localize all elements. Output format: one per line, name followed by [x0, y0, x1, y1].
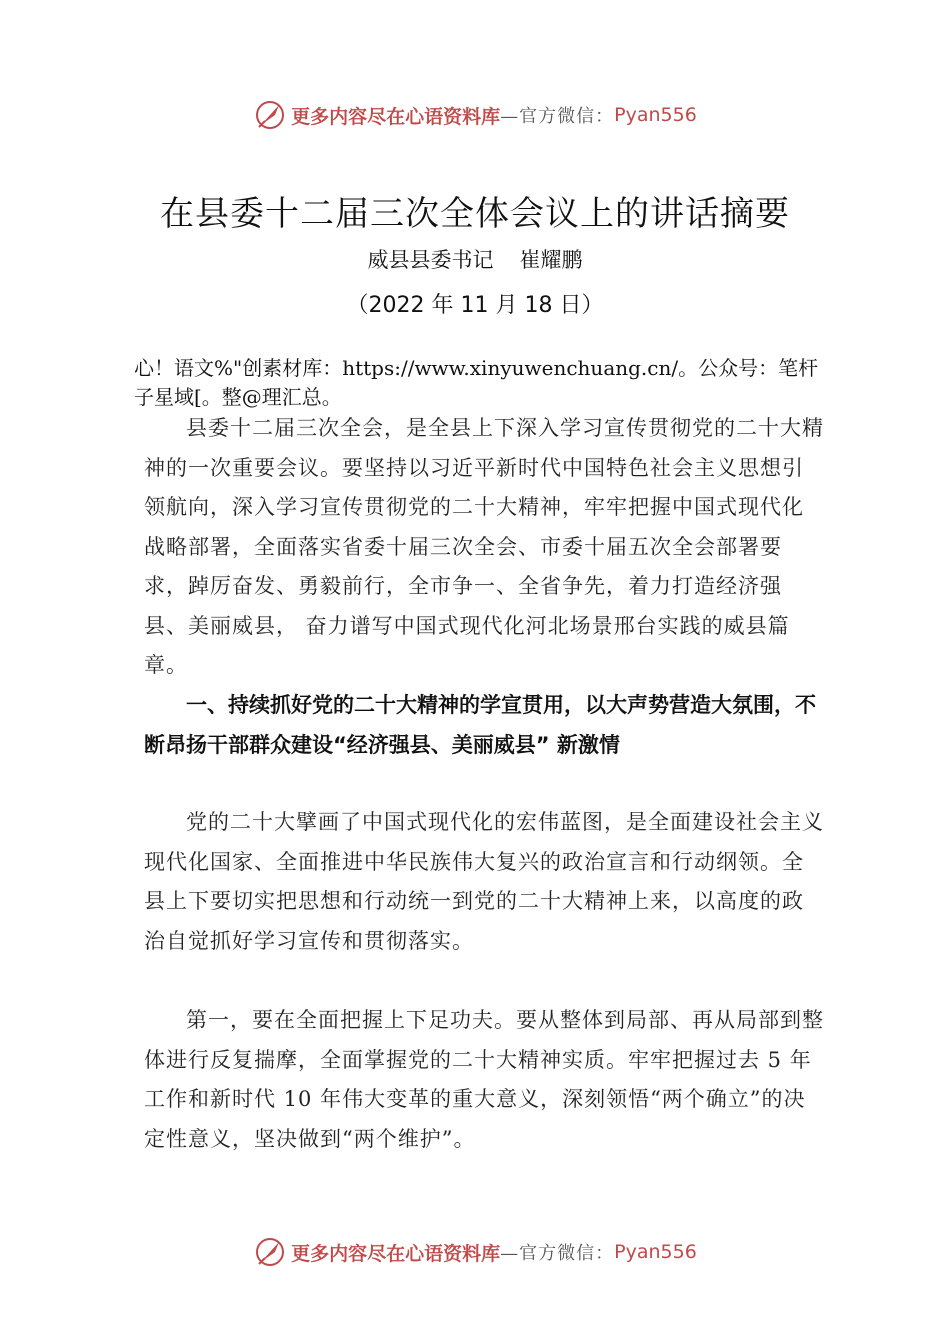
watermark-wechat-id: Pyan556 [614, 104, 697, 126]
watermark-wechat-id: Pyan556 [614, 1241, 697, 1263]
author-line [0, 244, 950, 274]
source-note: 心！语文%"创素材库：https://www.xinyuwenchuang.cn/。公众号：笔杆子星域[。整@理汇总。 [134, 356, 819, 409]
quill-logo-icon [253, 98, 287, 132]
watermark-wechat-label: —官方微信： [500, 106, 615, 127]
author-name: 崔耀鹏 [519, 248, 583, 272]
footer-watermark [0, 1232, 950, 1272]
section-heading-1: 一、持续抓好党的二十大精神的学宣贯用，以大声势营造大氛围，不断昂扬干部群众建设“经济强县、美丽威县” 新激情 [144, 693, 816, 757]
author-role: 威县县委书记 [367, 248, 494, 272]
document-date: （2022 年 11 月 18 日） [346, 293, 604, 318]
watermark-wechat-label: —官方微信： [500, 1243, 615, 1264]
watermark-library-text: 更多内容尽在心语资料库 [291, 1242, 501, 1265]
paragraph-blueprint: 党的二十大擘画了中国式现代化的宏伟蓝图，是全面建设社会主义现代化国家、全面推进中华民族伟大复兴的政治宣言和行动纲领。全县上下要切实把思想和行动统一到党的二十大精神上来，以高度的政治自觉抓好学习宣传和贯彻落实。 [144, 810, 824, 953]
document-title: 在县委十二届三次全体会议上的讲话摘要 [160, 194, 790, 234]
watermark-library-text: 更多内容尽在心语资料库 [291, 105, 501, 128]
paragraph-intro: 县委十二届三次全会，是全县上下深入学习宣传贯彻党的二十大精神的一次重要会议。要坚持以习近平新时代中国特色社会主义思想引领航向，深入学习宣传贯彻党的二十大精神，牢牢把握中国式现代化战略部署，全面落实省委十届三次全会、市委十届五次全会部署要求，踔厉奋发、勇毅前行，全市争一、全省争先，着力打造经济强县、美丽威县， 奋力谱写中国式现代化河北场景邢台实践的威县篇章。 [144, 416, 824, 677]
paragraph-first-point: 第一，要在全面把握上下足功夫。要从整体到局部、再从局部到整体进行反复揣摩，全面掌握党的二十大精神实质。牢牢把握过去 5 年工作和新时代 10 年伟大变革的重大意义，深刻领悟“两个确立”的决定性意义，坚决做到“两个维护”。 [144, 1008, 824, 1151]
quill-logo-icon [253, 1235, 287, 1269]
header-watermark [0, 95, 950, 135]
